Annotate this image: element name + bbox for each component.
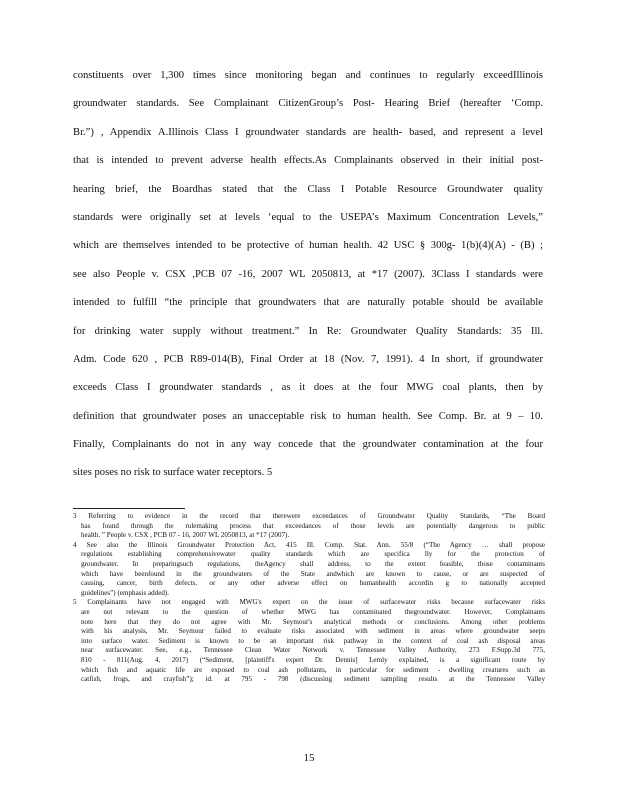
body-line: Br.”) , Appendix A.Illinois Class I groundwater standards are health- based, and represent a level [73,126,543,138]
footnote-line: 3 Referring to evidence in the record that therewere exceedances of Groundwater Quality Standards, “The Board [73,512,545,520]
footnote-line: into surface water. Sediment is known to be an important risk pathway in the context of coal ash disposal areas [81,636,545,645]
body-line: groundwater standards. See Complainant CitizenGroup’s Post- Hearing Brief (hereafter ‘Comp. [73,98,543,110]
body-line: standards were originally set at levels ‘equal to the USEPA’s Maximum Concentration Levels,” [73,211,543,223]
body-text [73,62,543,488]
footnote-line: 810 - 811(Aug. 4, 2017) (“Sediment, [plaintiff's expert Dr. Dennis] Lemly explained, is a significant route by [81,655,545,664]
body-line: hearing brief, the Boardhas stated that the Class I Potable Resource Groundwater quality [73,183,543,195]
body-line: which are themselves intended to be protective of human health. 42 USC § 300g- 1(b)(4)(A) - (B) ; [73,240,543,252]
footnote-line: catfish, frogs, and crayfish”); id. at 795 - 798 (discussing sediment sampling results at the Tennessee Valley [81,675,545,684]
body-line: for drinking water supply without treatment.” In Re: Groundwater Quality Standards: 35 Ill. [73,325,543,337]
body-line: that is intended to prevent adverse health effects.As Complainants observed in their initial post- [73,155,543,167]
footnote-line: are not relevant to the question of whether MWG has contaminated thegroundwater. However, Complainants [81,607,545,616]
footnotes [73,512,545,685]
body-line: Adm. Code 620 , PCB R89-014(B), Final Order at 18 (Nov. 7, 1991). 4 In short, if groundwater [73,353,543,365]
footnote-line: health. ” People v. CSX , PCB 07 - 16, 2007 WL 2050813, at *17 (2007). [81,531,290,540]
body-line: intended to fulfill “the principle that groundwaters that are naturally potable should be available [73,297,543,309]
body-line: Finally, Complainants do not in any way concede that the groundwater contamination at the four [73,439,543,451]
body-line: sites poses no risk to surface water receptors. 5 [73,467,273,479]
body-line: see also People v. CSX ,PCB 07 -16, 2007 WL 2050813, at *17 (2007). 3Class I standards were [73,268,543,280]
body-line: definition that groundwater poses an unacceptable risk to human health. See Comp. Br. at 9 – 10. [73,410,543,422]
footnote-line: groundwater. In preparingsuch regulations, theAgency shall address, to the extent feasible, those contaminants [81,559,545,568]
footnote-line: which have beenfound in the groundwaters of the State andwhich are known to cause, or are suspected of [81,569,545,578]
footnote-line: near surfacewater. See, e.g., Tennessee Clean Water Network v. Tennessee Valley Authority, 273 F.Supp.3d 775, [81,646,545,655]
footnote-line: 4 See also the Illinois Groundwater Protection Act, 415 Ill. Comp. Stat. Ann. 55/8 (“The Agency … shall propose [73,540,545,549]
footnote-line: with his analysis, Mr. Seymour failed to evaluate risks associated with sediment in areas where groundwater seeps [81,627,545,636]
body-line: exceeds Class I groundwater standards , as it does at the four MWG coal plants, then by [73,382,543,394]
footnote-line: which fish and aquatic life are exposed to coal ash pollutants, in particular for sediment - dwelling creatures such as [81,665,545,674]
page-number: 15 [303,752,315,764]
body-line: constituents over 1,300 times since monitoring began and continues to regularly exceedIllinois [73,70,543,81]
footnote-line: guidelines”) (emphasis added). [81,588,170,597]
footnote-divider [73,508,185,509]
footnote-line: has found through the rulemaking process that exceedances of those levels are potentially dangerous to public [81,521,545,530]
footnote-line: causing, cancer, birth defects, or any other adverse effect on humanhealth accordin g to nationally accepted [81,579,545,588]
footnote-line: regulations establishing comprehensivewater quality standards which are specifica lly for the protection of [81,550,545,559]
footnote-line: 5 Complainants have not engaged with MWG's expert on the issue of surfacewater risks because surfacewater risks [73,598,545,607]
footnote-line: note here that they do not agree with Mr. Seymour's analytical methods or conclusions. Among other problems [81,617,545,626]
